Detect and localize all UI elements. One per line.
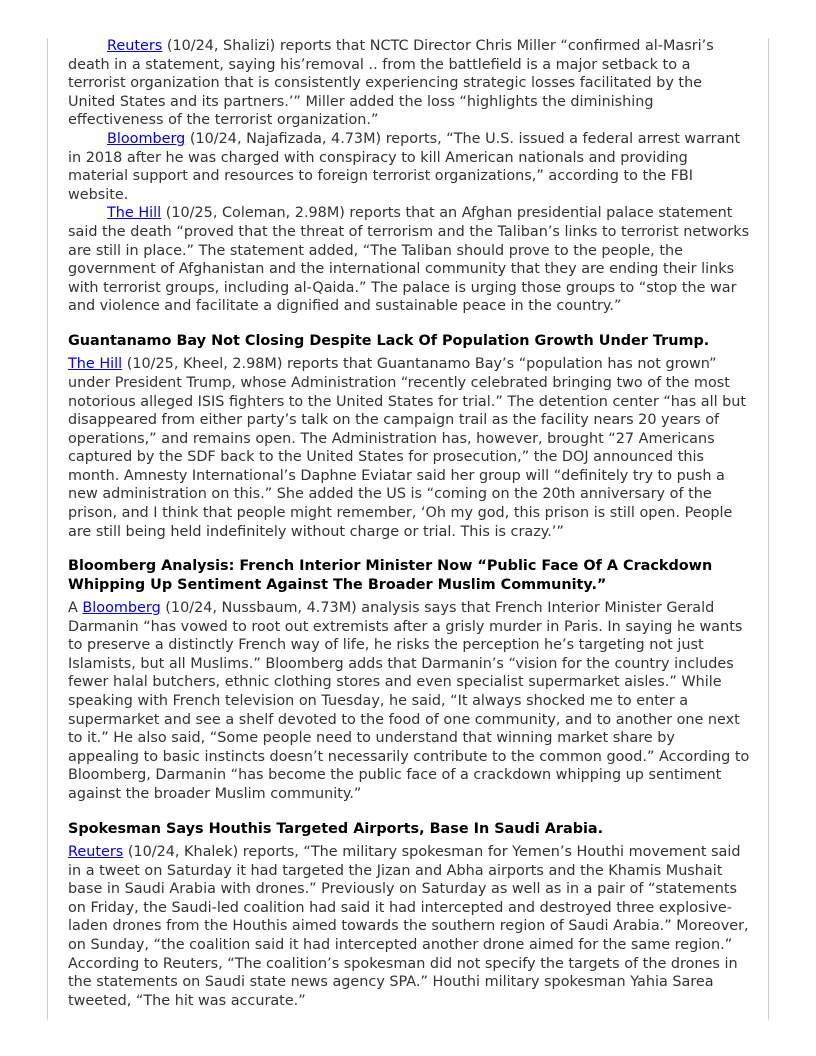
source-link[interactable]: Reuters xyxy=(68,844,124,860)
article-headline: Spokesman Says Houthis Targeted Airports, Base In Saudi Arabia. xyxy=(68,820,604,837)
paragraph-text: (10/24, Shalizi) reports that NCTC Director Chris Miller “confirmed al-Masri’s death in a statement, saying his’removal .. from the battlefield is a major setback to a terrorist organization that is consistently experiencing strategic losses facilitated by the United States and its partners.’” Miller added the loss “highlights the diminishing effectiveness of the terrorist organization.” xyxy=(68,38,714,129)
paragraph-text: (10/25, Kheel, 2.98M) reports that Guantanamo Bay’s “population has not grown” under President Trump, whose Administration “recently celebrated bringing two of the most notorious alleged ISIS fighters to the United States for trial.” The detention center “has all but disappeared from either party’s talk on the campaign trail as the facility nears 20 years of operations,” and remains open. The Administration has, however, brought “27 Americans captured by the SDF back to the United States for prosecution,” the DOJ announced this month. Amnesty International’s Daphne Eviatar said her group will “definitely try to push a new administration on this.” She added the US is “coming on the 20th anniversary of the prison, and I think that people might remember, ‘Oh my god, this prison is still open. People are still being held indefinitely without charge or trial. This is crazy.’” xyxy=(68,356,747,540)
article-prefix: A xyxy=(68,600,83,617)
article-paragraph xyxy=(68,355,750,541)
article-headline: Guantanamo Bay Not Closing Despite Lack Of Population Growth Under Trump. xyxy=(68,332,710,349)
paragraph-text: (10/25, Coleman, 2.98M) reports that an Afghan presidential palace statement said the death “proved that the threat of terrorism and the Taliban’s links to terrorist networks are still in place.” The statement added, “The Taliban should prove to the people, the government of Afghanistan and the international community that they are ending their links with terrorist groups, including al-Qaida.” The palace is urging those groups to “stop the war and violence and facilitate a dignified and sustainable peace in the country.” xyxy=(68,205,750,315)
article-paragraph xyxy=(68,843,750,1010)
intro-paragraph xyxy=(68,204,750,316)
source-link[interactable]: The Hill xyxy=(68,356,123,373)
source-link[interactable]: The Hill xyxy=(107,205,162,222)
document-body xyxy=(68,37,750,1010)
intro-paragraph xyxy=(68,130,750,204)
source-link[interactable]: Reuters xyxy=(107,38,163,54)
source-link[interactable]: Bloomberg xyxy=(82,600,161,617)
source-link[interactable]: Bloomberg xyxy=(107,130,186,147)
article-paragraph xyxy=(68,599,750,804)
article-headline: Bloomberg Analysis: French Interior Minister Now “Public Face Of A Crackdown Whipping Up Sentiment Against The Broader Muslim Community.” xyxy=(68,558,713,593)
right-margin-rule xyxy=(768,38,769,1020)
paragraph-text: (10/24, Najafizada, 4.73M) reports, “The U.S. issued a federal arrest warrant in 2018 after he was charged with conspiracy to kill American nationals and providing material support and resources to foreign terrorist organizations,” according to the FBI website. xyxy=(68,130,741,203)
left-margin-rule xyxy=(47,38,48,1020)
intro-paragraph xyxy=(68,37,750,130)
paragraph-text: (10/24, Nussbaum, 4.73M) analysis says that French Interior Minister Gerald Darmanin “has vowed to root out extremists after a grisly murder in Paris. In saying he wants to preserve a distinctly French way of life, he risks the perception he’s targeting not just Islamists, but all Muslims.” Bloomberg adds that Darmanin’s “vision for the country includes fewer halal butchers, ethnic clothing stores and even specialist supermarket aisles.” While speaking with French television on Tuesday, he said, “It always shocked me to enter a supermarket and see a shelf devoted to the food of one community, and to another one next to it.” He also said, “Some people need to understand that winning market share by appealing to basic instincts doesn’t necessarily contribute to the common good.” According to Bloomberg, Darmanin “has become the public face of a crackdown whipping up sentiment against the broader Muslim community.” xyxy=(68,600,750,802)
paragraph-text: (10/24, Khalek) reports, “The military spokesman for Yemen’s Houthi movement said in a tweet on Saturday it had targeted the Jizan and Abha airports and the Khamis Mushait base in Saudi Arabia with drones.” Previously on Saturday as well as in a pair of “statements on Friday, the Saudi-led coalition had said it had intercepted and destroyed three explosive-laden drones from the Houthis aimed towards the southern region of Saudi Arabia.” Moreover, on Sunday, “the coalition said it had intercepted another drone aimed for the same region.” According to Reuters, “The coalition’s spokesman did not specify the targets of the drones in the statements on Saudi state news agency SPA.” Houthi military spokesman Yahia Sarea tweeted, “The hit was accurate.” xyxy=(68,844,749,1009)
